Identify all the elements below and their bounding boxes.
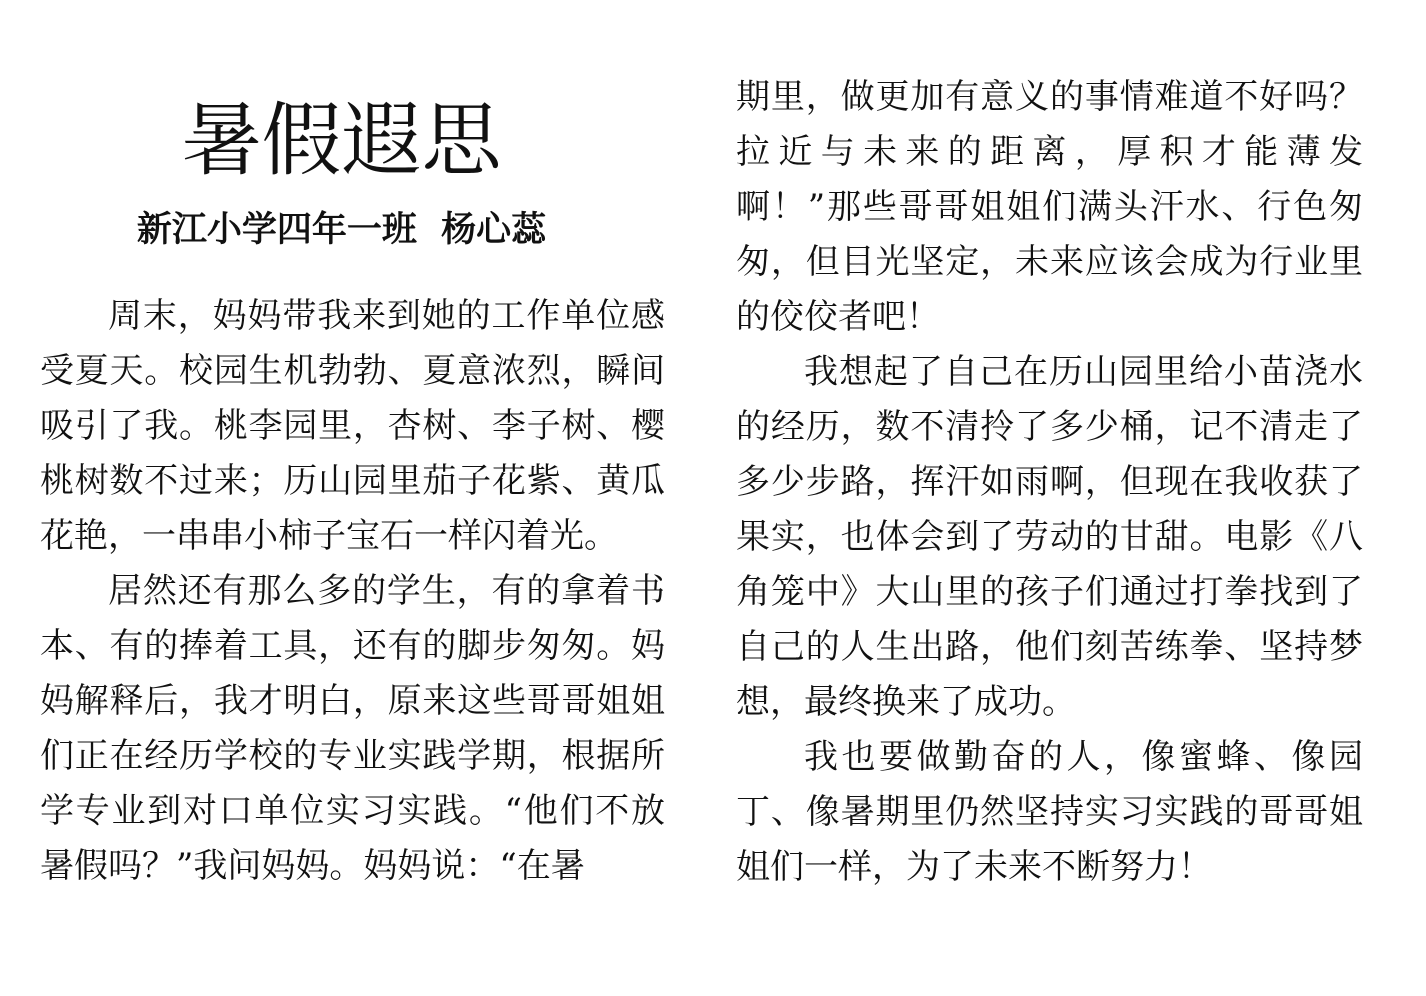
article-paragraph-3: 我想起了自己在历山园里给小苗浇水的经历，数不清拎了多少桶，记不清走了多少步路，挥汗如雨啊，但现在我收获了果实，也体会到了劳动的甘甜。电影《八角笼中》大山里的孩子们通过打拳找到了自己的人生出路，他们刻苦练拳、坚持梦想，最终换来了成功。 xyxy=(736,352,1363,722)
article-paragraph-4: 我也要做勤奋的人，像蜜蜂、像园丁、像暑期里仍然坚持实习实践的哥哥姐姐们一样，为了未来不断努力！ xyxy=(736,737,1363,887)
article-paragraph-2: 居然还有那么多的学生，有的拿着书本、有的捧着工具，还有的脚步匆匆。妈妈解释后，我才明白，原来这些哥哥姐姐们正在经历学校的专业实践学期，根据所学专业到对口单位实习实践。“他们不放暑假吗？”我问妈妈。妈妈说：“在暑 xyxy=(40,571,665,886)
article-paragraph-2-continued: 期里，做更加有意义的事情难道不好吗？拉近与未来的距离，厚积才能薄发啊！”那些哥哥姐姐们满头汗水、行色匆匆，但目光坚定，未来应该会成为行业里的佼佼者吧！ xyxy=(736,77,1363,337)
article-column-left xyxy=(40,289,665,894)
article-byline: 新江小学四年一班 杨心蕊 xyxy=(136,210,547,250)
article-paragraph-1: 周末，妈妈带我来到她的工作单位感受夏天。校园生机勃勃、夏意浓烈，瞬间吸引了我。桃李园里，杏树、李子树、樱桃树数不过来；历山园里茄子花紫、黄瓜花艳，一串串小柿子宝石一样闪着光。 xyxy=(40,296,665,556)
article-column-right xyxy=(736,70,1363,895)
article-title: 暑假遐思 xyxy=(181,94,502,187)
